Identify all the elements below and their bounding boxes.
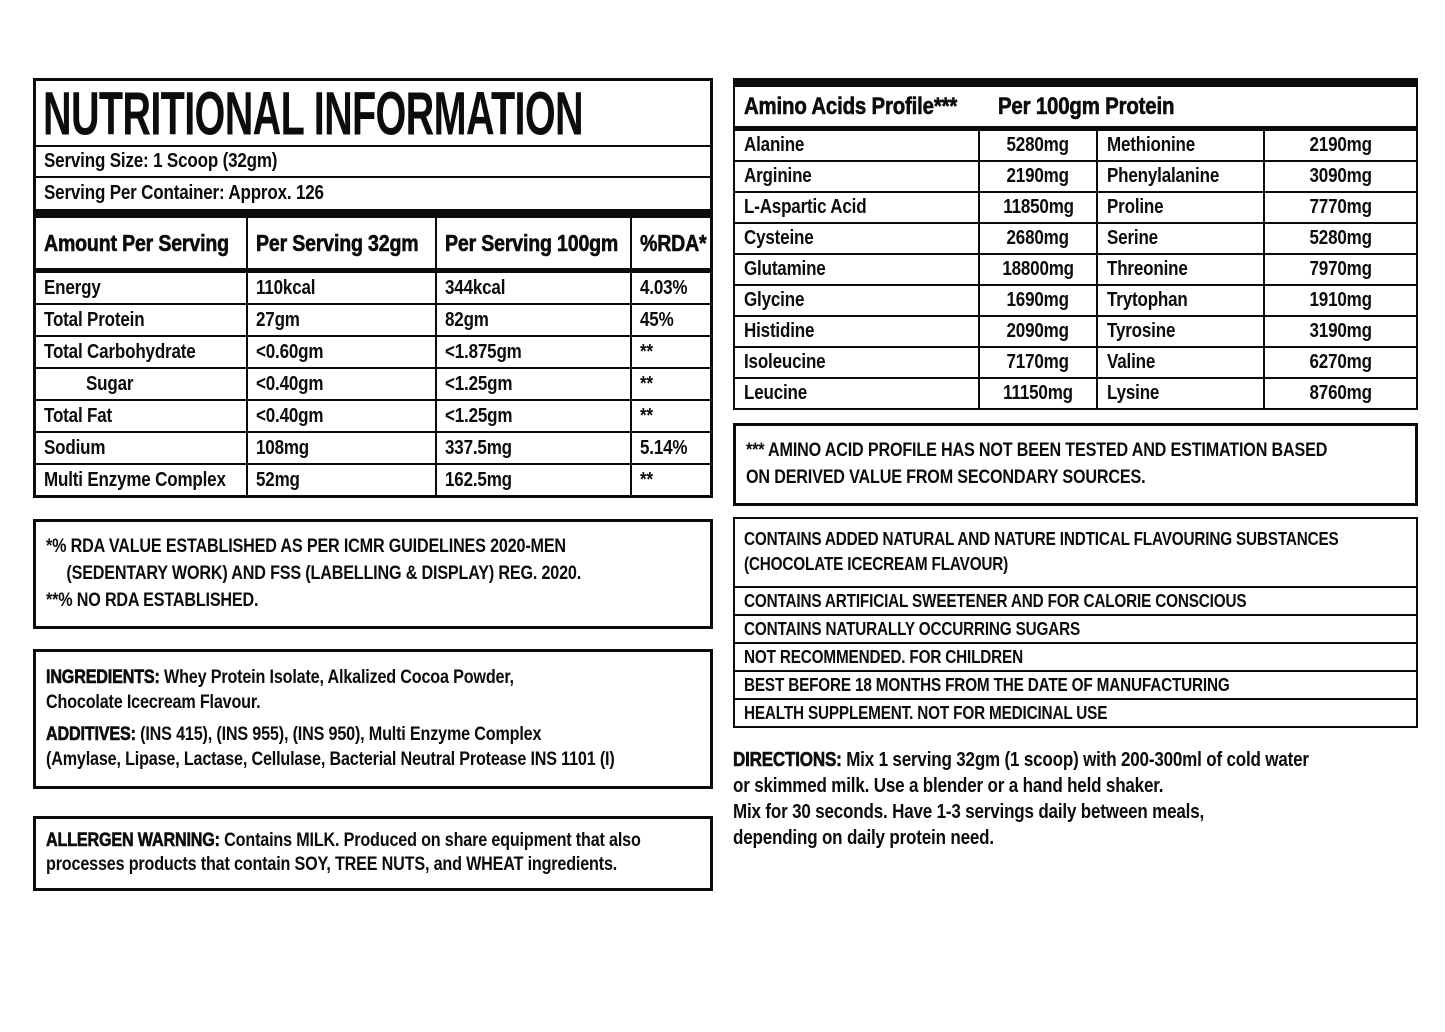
amino-note-line1: *** AMINO ACID PROFILE HAS NOT BEEN TESTED AND ESTIMATION BASED [746, 440, 1328, 461]
claim-flavouring: CONTAINS ADDED NATURAL AND NATURE INDTICAL FLAVOURING SUBSTANCES (CHOCOLATE ICECREAM FLAVOUR) [733, 517, 1418, 588]
rda-note-line1: *% RDA VALUE ESTABLISHED AS PER ICMR GUIDELINES 2020-MEN [46, 536, 566, 557]
value-rda: 4.03% [640, 276, 688, 299]
value-100gm: <1.25gm [445, 404, 513, 427]
amino-header-subtitle: Per 100gm Protein [998, 92, 1175, 120]
serving-size-text: Serving Size: 1 Scoop (32gm) [44, 150, 278, 172]
value-rda: ** [640, 404, 654, 427]
claim-health-supplement: HEALTH SUPPLEMENT. NOT FOR MEDICINAL USE [733, 698, 1418, 728]
amino-name: Threonine [1106, 258, 1188, 280]
amino-row [735, 162, 1416, 193]
nutrient-name: Sugar [86, 372, 134, 395]
page-title [36, 81, 710, 147]
amino-acids-box [733, 87, 1418, 410]
allergen-line1: Contains MILK. Produced on share equipment that also [219, 830, 641, 851]
nutrient-name: Energy [44, 276, 101, 299]
amino-value: 2680mg [1006, 227, 1070, 249]
ingredients-line1: Whey Protein Isolate, Alkalized Cocoa Powder, [159, 667, 514, 688]
claims-list [733, 517, 1418, 728]
amino-note-line2: ON DERIVED VALUE FROM SECONDARY SOURCES. [746, 467, 1146, 488]
value-100gm: <1.875gm [445, 340, 522, 363]
amino-value: 11850mg [1002, 196, 1074, 218]
ingredients-box [33, 649, 713, 789]
amino-name: Glutamine [744, 258, 826, 280]
amino-value: 6270mg [1309, 351, 1372, 373]
ingredients-label: INGREDIENTS: [46, 667, 160, 688]
amino-name: Cysteine [744, 227, 814, 249]
value-rda: ** [640, 340, 654, 363]
amino-value: 3090mg [1309, 165, 1372, 187]
header-amount-per-serving: Amount Per Serving [36, 218, 248, 268]
amino-row [735, 224, 1416, 255]
amino-row [735, 193, 1416, 224]
amino-name: Alanine [744, 134, 805, 156]
amino-row [735, 317, 1416, 348]
amino-name: Histidine [744, 320, 815, 342]
amino-row [735, 379, 1416, 408]
directions-label: DIRECTIONS: [733, 749, 842, 771]
amino-name: Isoleucine [744, 351, 826, 373]
amino-row [735, 348, 1416, 379]
value-100gm: 344kcal [445, 276, 506, 299]
amino-value: 5280mg [1309, 227, 1372, 249]
value-rda: ** [640, 468, 654, 491]
value-rda: 5.14% [640, 436, 688, 459]
table-row [36, 465, 710, 495]
amino-name: L-Aspartic Acid [744, 196, 867, 218]
table-row [36, 369, 710, 401]
amino-value: 5280mg [1006, 134, 1070, 156]
value-rda: ** [640, 372, 654, 395]
nutrition-table-body [36, 273, 710, 495]
amino-note-box [733, 423, 1418, 506]
rda-note-line2: (SEDENTARY WORK) AND FSS (LABELLING & DISPLAY) REG. 2020. [66, 563, 582, 584]
serving-per-container-text: Serving Per Container: Approx. 126 [44, 182, 324, 204]
rda-note-box [33, 519, 713, 629]
value-100gm: <1.25gm [445, 372, 513, 395]
amino-value: 2090mg [1006, 320, 1070, 342]
value-32gm: <0.40gm [256, 404, 324, 427]
amino-value: 11150mg [1003, 382, 1073, 404]
nutrition-facts-box [33, 78, 713, 498]
amino-value: 7170mg [1006, 351, 1070, 373]
claim-best-before: BEST BEFORE 18 MONTHS FROM THE DATE OF MANUFACTURING [733, 670, 1418, 700]
divider-bar [733, 78, 1418, 87]
allergen-label: ALLERGEN WARNING: [46, 830, 220, 851]
table-row [36, 273, 710, 305]
ingredients-line2: Chocolate Icecream Flavour. [46, 692, 261, 713]
nutrient-name: Total Fat [44, 404, 113, 427]
amino-name: Serine [1106, 227, 1158, 249]
amino-value: 2190mg [1309, 134, 1372, 156]
amino-value: 1910mg [1309, 289, 1372, 311]
amino-value: 7970mg [1309, 258, 1372, 280]
page-title-text: NUTRITIONAL INFORMATION [43, 81, 583, 147]
amino-name: Methionine [1106, 134, 1195, 156]
directions-text: DIRECTIONS: Mix 1 serving 32gm (1 scoop) with 200-300ml of cold water or skimmed milk. Use a blender or a hand held shaker. Mix for 30 seconds. Have 1-3 servings daily between meals, depending on daily protein need. [733, 749, 1309, 849]
serving-size-row [36, 147, 710, 178]
additives-line1: (INS 415), (INS 955), (INS 950), Multi Enzyme Complex [135, 724, 542, 745]
amino-value: 18800mg [1002, 258, 1074, 280]
nutrient-name: Sodium [44, 436, 106, 459]
nutrition-table-header [36, 218, 710, 273]
value-32gm: <0.60gm [256, 340, 324, 363]
amino-value: 3190mg [1309, 320, 1372, 342]
value-32gm: 52mg [256, 468, 301, 491]
divider-bar [36, 209, 710, 218]
claim-sugars: CONTAINS NATURALLY OCCURRING SUGARS [733, 614, 1418, 644]
amino-name: Valine [1106, 351, 1156, 373]
header-per-serving-32gm: Per Serving 32gm [248, 218, 437, 268]
amino-row [735, 286, 1416, 317]
value-rda: 45% [640, 308, 674, 331]
value-32gm: 27gm [256, 308, 301, 331]
nutrient-name: Multi Enzyme Complex [44, 468, 226, 491]
amino-name: Trytophan [1106, 289, 1188, 311]
amino-name: Lysine [1106, 382, 1160, 404]
table-row [36, 401, 710, 433]
table-row [36, 337, 710, 369]
additives-label: ADDITIVES: [46, 724, 136, 745]
allergen-warning-box [33, 816, 713, 891]
header-rda: %RDA* [640, 229, 707, 256]
amino-value: 7770mg [1309, 196, 1372, 218]
header-per-serving-100gm: Per Serving 100gm [437, 218, 632, 268]
table-row [36, 305, 710, 337]
amino-value: 8760mg [1309, 382, 1372, 404]
amino-name: Leucine [744, 382, 808, 404]
allergen-line2: processes products that contain SOY, TREE NUTS, and WHEAT ingredients. [46, 854, 618, 875]
amino-acids-header [735, 87, 1416, 131]
amino-row [735, 131, 1416, 162]
amino-value: 1690mg [1006, 289, 1070, 311]
claim-children: NOT RECOMMENDED. FOR CHILDREN [733, 642, 1418, 672]
amino-header-title: Amino Acids Profile*** [744, 92, 958, 120]
value-32gm: 108mg [256, 436, 310, 459]
left-column [33, 78, 713, 891]
amino-name: Glycine [744, 289, 805, 311]
rda-note-line3: **% NO RDA ESTABLISHED. [46, 590, 259, 611]
claim-sweetener: CONTAINS ARTIFICIAL SWEETENER AND FOR CALORIE CONSCIOUS [733, 586, 1418, 616]
serving-per-container-row [36, 178, 710, 209]
value-100gm: 162.5mg [445, 468, 512, 491]
right-column [733, 78, 1418, 851]
value-32gm: <0.40gm [256, 372, 324, 395]
amino-name: Proline [1106, 196, 1164, 218]
nutrient-name: Total Protein [44, 308, 145, 331]
value-100gm: 337.5mg [445, 436, 512, 459]
amino-name: Arginine [744, 165, 812, 187]
amino-name: Phenylalanine [1106, 165, 1220, 187]
value-32gm: 110kcal [256, 276, 316, 299]
nutrient-name: Total Carbohydrate [44, 340, 196, 363]
amino-value: 2190mg [1006, 165, 1070, 187]
additives-line2: (Amylase, Lipase, Lactase, Cellulase, Bacterial Neutral Protease INS 1101 (I) [46, 749, 615, 770]
amino-name: Tyrosine [1106, 320, 1176, 342]
value-100gm: 82gm [445, 308, 489, 331]
amino-row [735, 255, 1416, 286]
table-row [36, 433, 710, 465]
